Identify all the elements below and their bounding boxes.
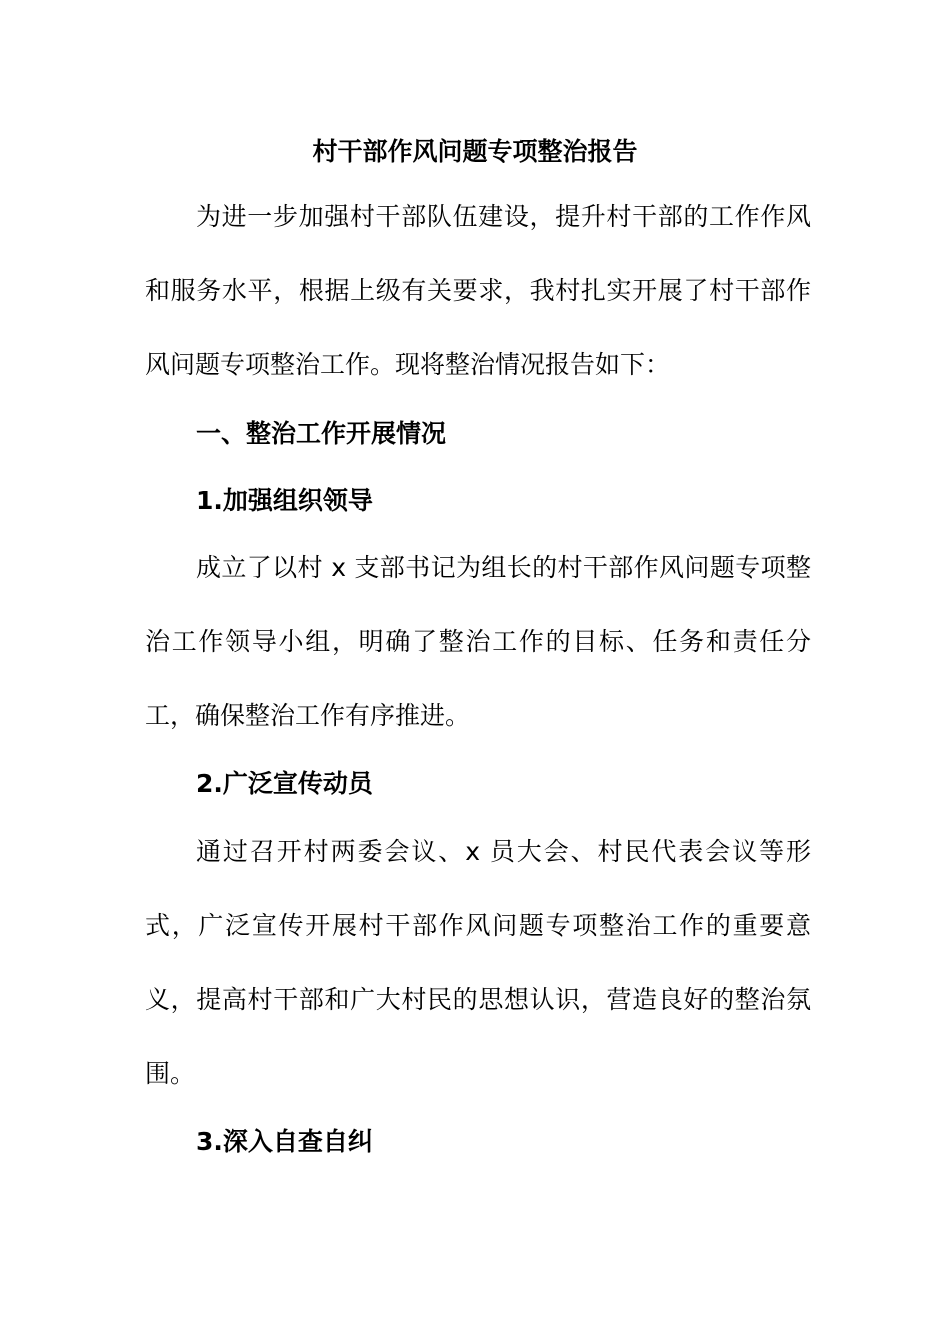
subsection-heading-1: 1.加强组织领导	[196, 486, 373, 515]
subsection-heading-2: 2.广泛宣传动员	[196, 769, 373, 798]
intro-paragraph: 为进一步加强村干部队伍建设，提升村干部的工作作风和服务水平，根据上级有关要求，我村扎实开展了村干部作风问题专项整治工作。现将整治情况报告如下：	[145, 202, 811, 379]
subsection-body-2: 通过召开村两委会议、x 员大会、村民代表会议等形式，广泛宣传开展村干部作风问题专项整治工作的重要意义，提高村干部和广大村民的思想认识，营造良好的整治氛围。	[145, 837, 811, 1088]
subsection-body-1: 成立了以村 x 支部书记为组长的村干部作风问题专项整治工作领导小组，明确了整治工作的目标、任务和责任分工，确保整治工作有序推进。	[145, 553, 811, 730]
section-heading: 一、整治工作开展情况	[196, 419, 447, 448]
document-title: 村干部作风问题专项整治报告	[312, 137, 638, 166]
subsection-heading-3: 3.深入自查自纠	[196, 1127, 373, 1156]
